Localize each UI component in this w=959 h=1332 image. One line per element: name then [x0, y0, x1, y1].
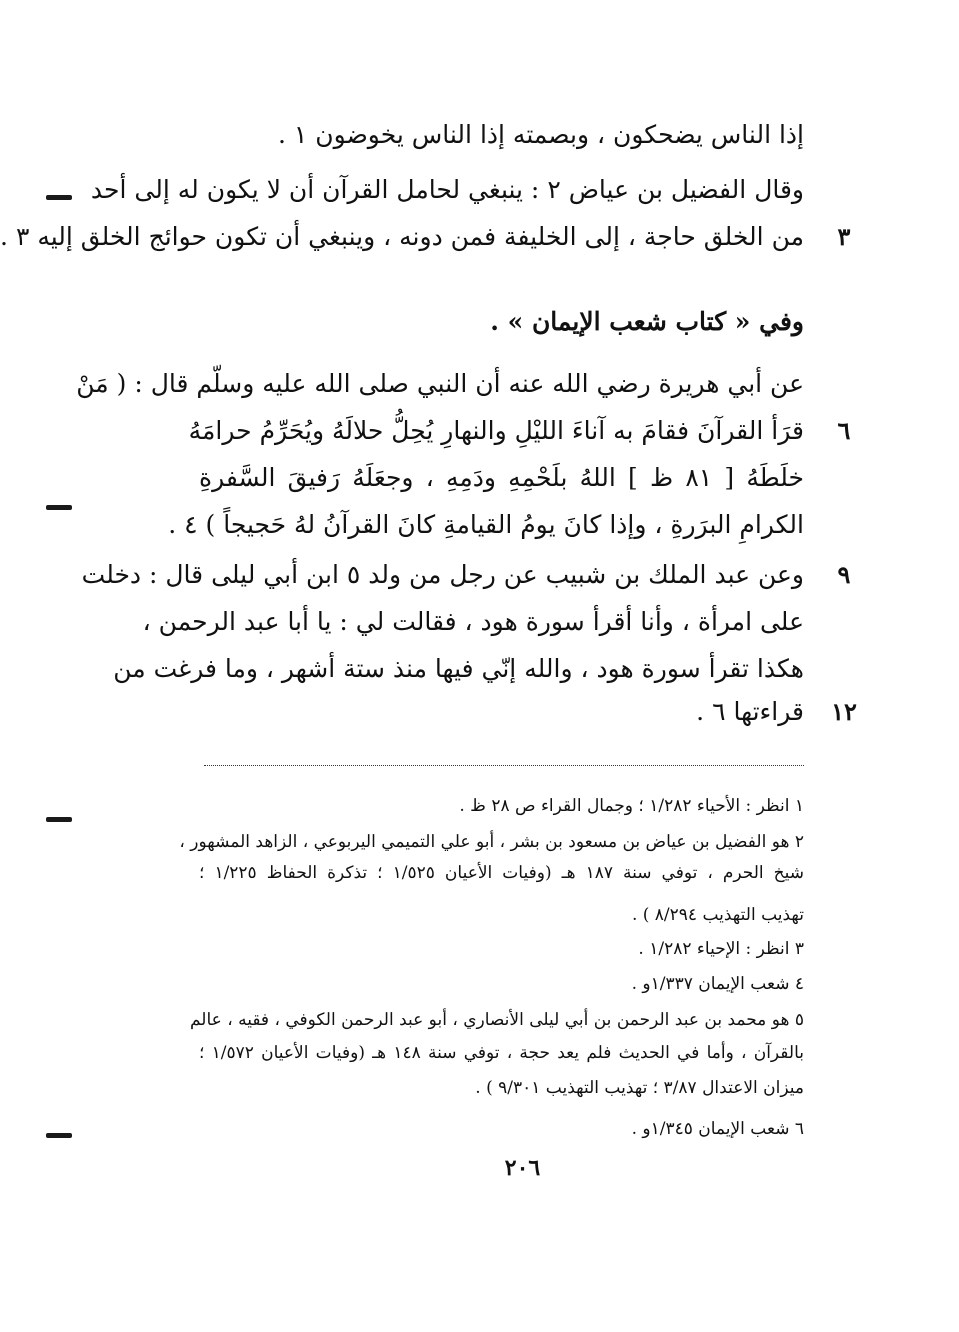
- footnote: بالقرآن ، وأما في الحديث فلم يعد حجة ، توفي سنة ١٤٨ هـ (وفيات الأعيان ١/٥٧٢ ؛: [199, 1043, 804, 1063]
- footnote: ميزان الاعتدال ٣/٨٧ ؛ تهذيب التهذيب ٩/٣٠١ ) .: [475, 1078, 804, 1098]
- footnote-separator: [204, 765, 804, 766]
- page-number: ٢٠٦: [504, 1155, 541, 1181]
- footnote: ٦ شعب الإيمان ١/٣٤٥و .: [631, 1119, 804, 1139]
- footnote: ١ انظر : الأحياء ١/٢٨٢ ؛ وجمال القراء ص ٢٨ ظ .: [459, 796, 804, 816]
- line-number: ٩: [837, 560, 851, 589]
- line-number: ٣: [837, 222, 851, 251]
- line-number: ١٢: [831, 697, 857, 726]
- footnote: ٣ انظر : الإحياء ١/٢٨٢ .: [638, 939, 804, 959]
- body-line: إذا الناس يضحكون ، وبصمته إذا الناس يخوضون ١ .: [278, 120, 804, 149]
- scan-margin-mark: [46, 817, 72, 822]
- body-line: وعن عبد الملك بن شبيب عن رجل من ولد ٥ ابن أبي ليلى قال : دخلت: [81, 560, 804, 589]
- body-line: على امرأة ، وأنا أقرأ سورة هود ، فقالت لي : يا أبا عبد الرحمن ،: [142, 607, 804, 636]
- body-line: خلَطَهُ [ ٨١ ظ ] اللهُ بلَحْمِهِ ودَمِهِ ، وجعَلَهُ رَفيقَ السَّفرةِ: [199, 463, 804, 492]
- body-line: هكذا تقرأ سورة هود ، والله إنّي فيها منذ ستة أشهر ، وما فرغت من: [113, 654, 804, 683]
- footnote: شيخ الحرم ، توفي سنة ١٨٧ هـ (وفيات الأعيان ١/٥٢٥ ؛ تذكرة الحفاظ ١/٢٢٥ ؛: [199, 863, 805, 883]
- body-line: عن أبي هريرة رضي الله عنه أن النبي صلى الله عليه وسلّم قال : ( مَنْ: [76, 369, 804, 398]
- footnote: ٢ هو الفضيل بن عياض بن مسعود بن بشر ، أبو علي التميمي اليربوعي ، الزاهد المشهور ،: [179, 832, 804, 852]
- body-line: قراءتها ٦ .: [696, 697, 804, 726]
- scan-margin-mark: [46, 1133, 72, 1138]
- footnote: ٤ شعب الإيمان ١/٣٣٧و .: [631, 974, 804, 994]
- footnote: تهذيب التهذيب ٨/٢٩٤ ) .: [631, 905, 804, 925]
- section-heading: وفي « كتاب شعب الإيمان » .: [490, 307, 804, 336]
- body-line: وقال الفضيل بن عياض ٢ : ينبغي لحامل القرآن أن لا يكون له إلى أحد: [90, 175, 804, 204]
- body-line: قرَأ القرآنَ فقامَ به آناءَ الليْلِ والنهارِ يُحِلُّ حلالَهُ ويُحَرِّمُ حرامَهُ: [188, 416, 804, 445]
- body-line: الكرامِ البرَرةِ ، وإذا كانَ يومُ القيامةِ كانَ القرآنُ لهُ حَجيجاً ) ٤ .: [168, 510, 804, 539]
- scan-margin-mark: [46, 505, 72, 510]
- footnote: ٥ هو محمد بن عبد الرحمن بن أبي ليلى الأنصاري ، أبو عبد الرحمن الكوفي ، فقيه ، عالم: [189, 1010, 804, 1030]
- body-line: من الخلق حاجة ، إلى الخليفة فمن دونه ، وينبغي أن تكون حوائج الخلق إليه ٣ .: [0, 222, 804, 251]
- line-number: ٦: [837, 416, 851, 445]
- scan-margin-mark: [46, 195, 72, 200]
